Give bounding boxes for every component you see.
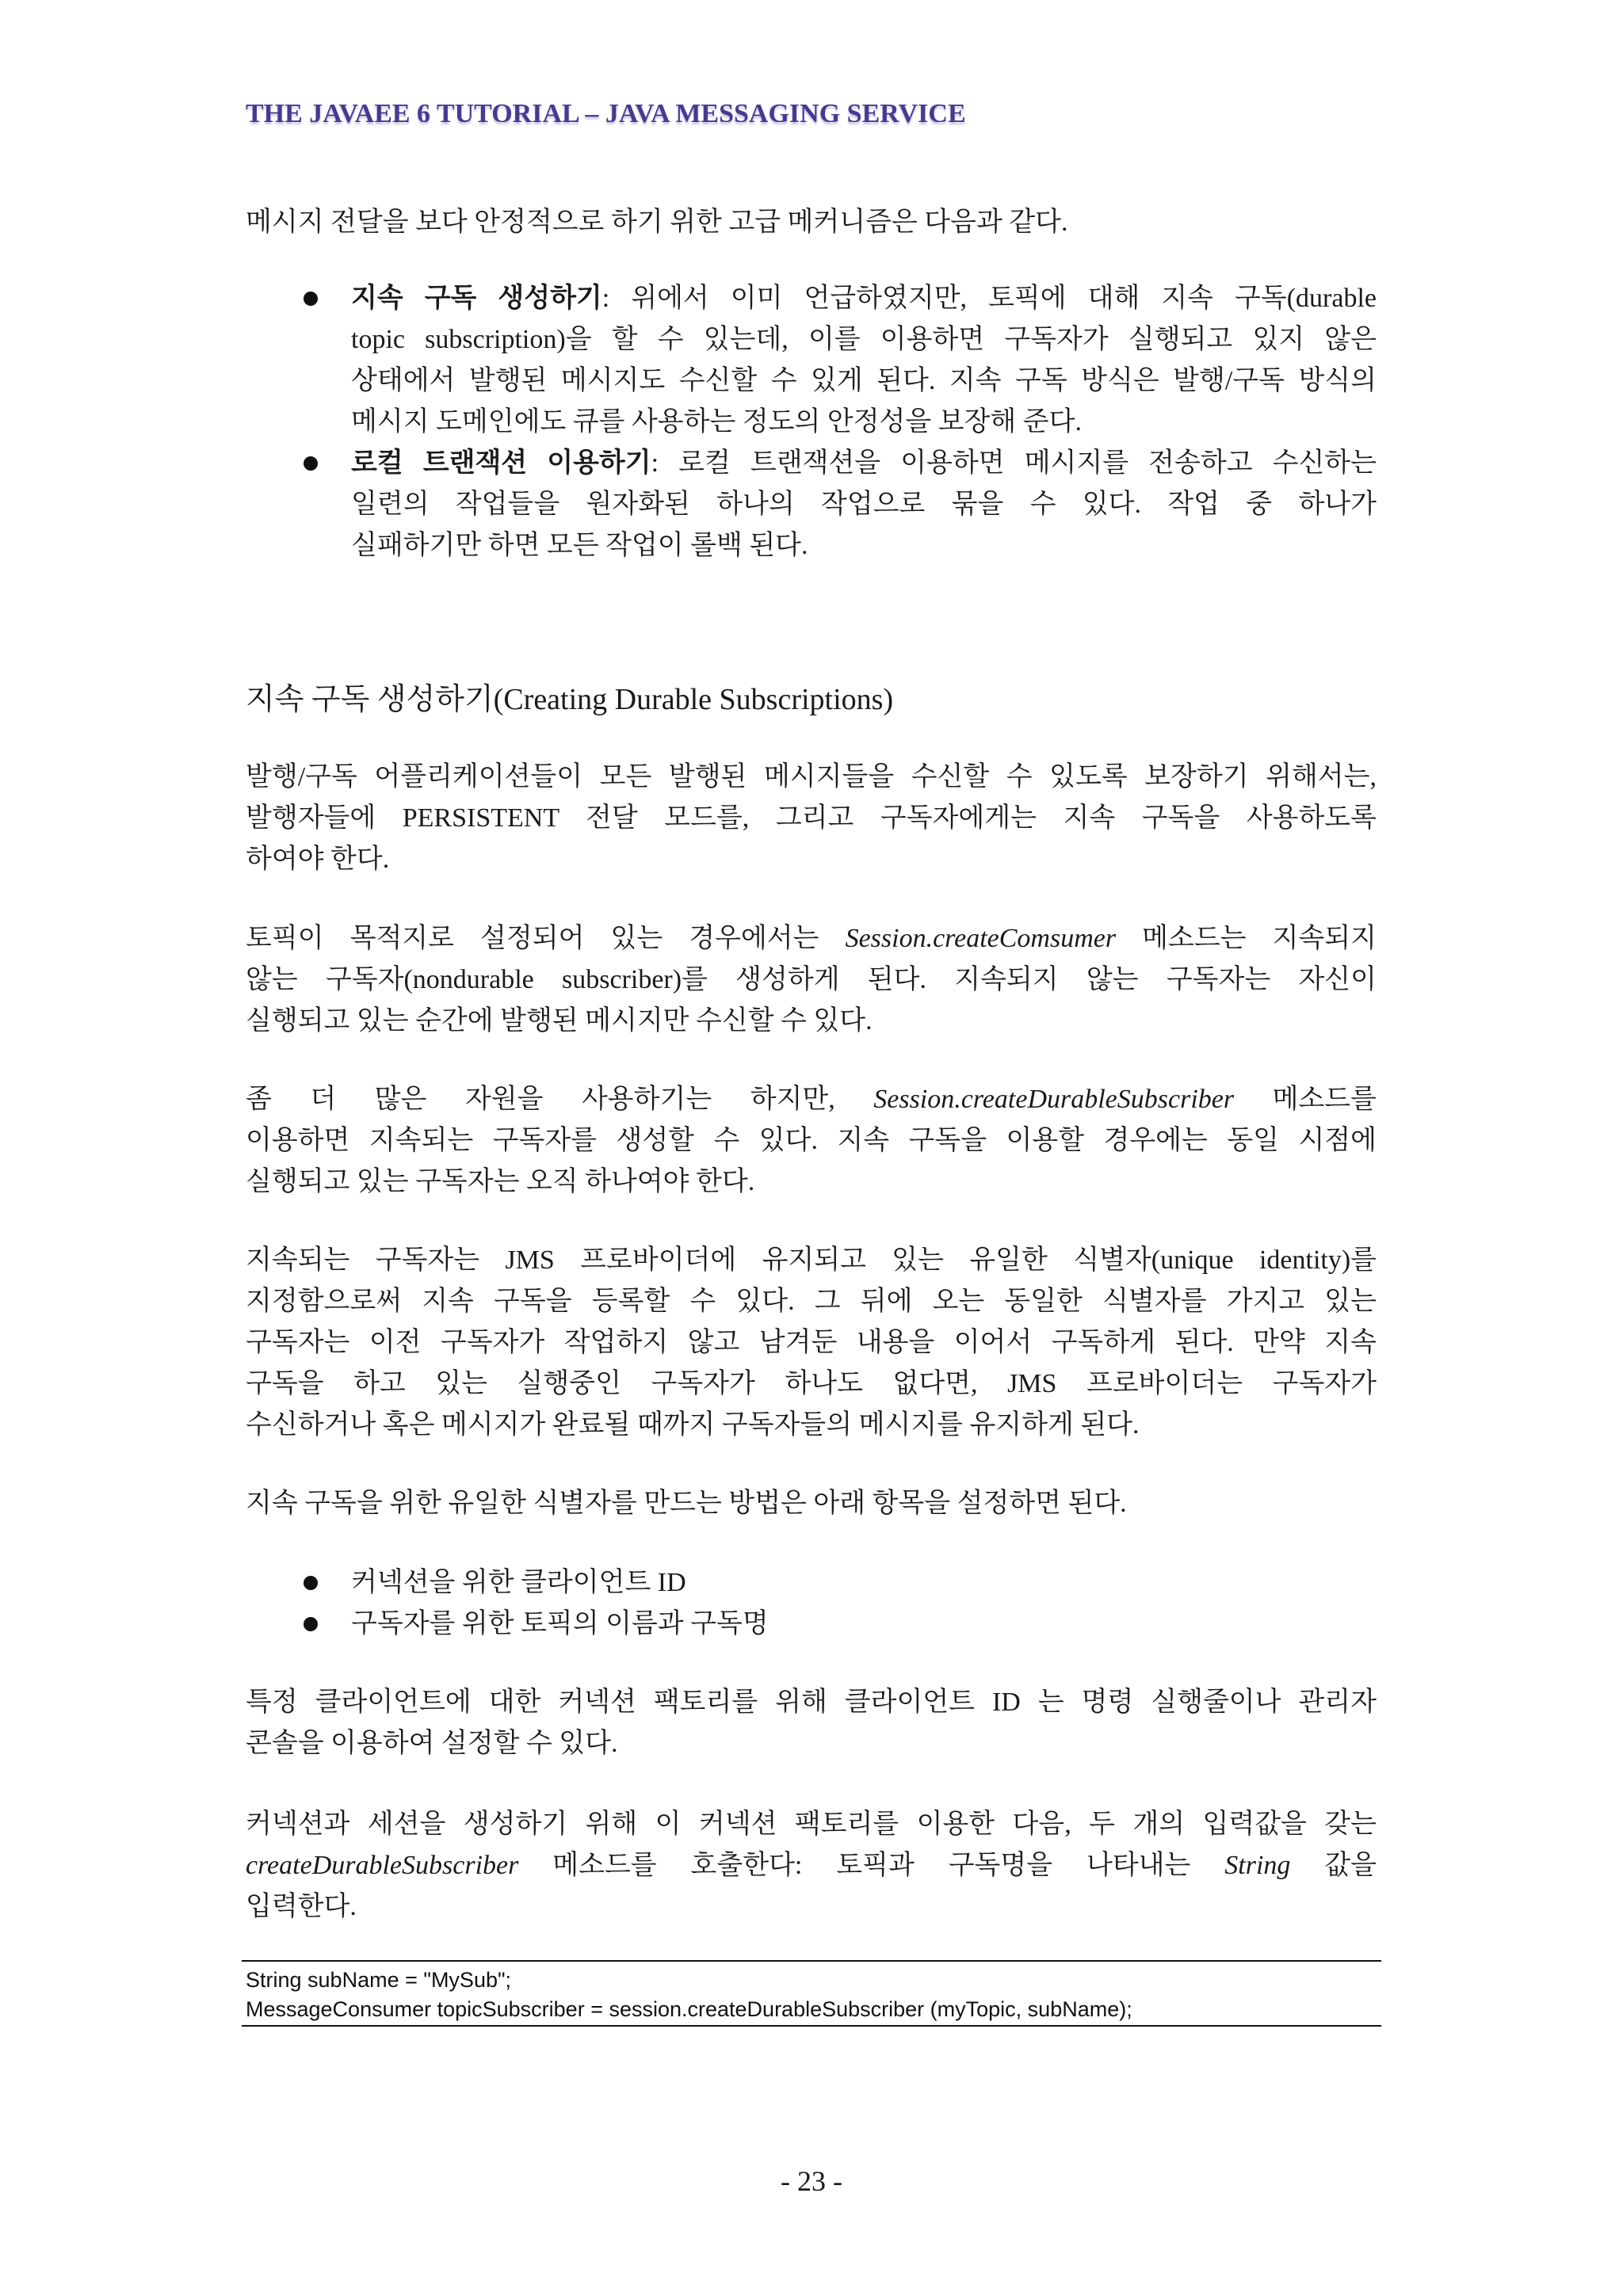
paragraph-line: 콘솔을 이용하여 설정할 수 있다.	[246, 1729, 618, 1758]
paragraph-line: 지속 구독을 위한 유일한 식별자를 만드는 방법은 아래 항목을 설정하면 된다.	[246, 1489, 1127, 1518]
list-item	[351, 1562, 1377, 1604]
paragraph-line: topic subscription)을 할 수 있는데, 이를 이용하면 구독자가 실행되고 있지 않은	[351, 325, 1377, 354]
list-item	[351, 278, 1377, 443]
running-header: THE JAVAEE 6 TUTORIAL – JAVA MESSAGING SERVICE	[246, 99, 966, 128]
page-number: - 23 -	[781, 2165, 842, 2197]
bullet-icon	[304, 292, 318, 306]
bullet-icon	[304, 456, 318, 471]
paragraph-line: 실행되고 있는 순간에 발행된 메시지만 수신할 수 있다.	[246, 1006, 873, 1035]
paragraph	[246, 1483, 1377, 1524]
paragraph	[246, 1079, 1377, 1203]
code-line: MessageConsumer topicSubscriber = session.createDurableSubscriber (myTopic, subName);	[246, 1997, 1132, 2021]
section-heading: 지속 구독 생성하기(Creating Durable Subscriptions)	[246, 683, 894, 716]
bullet-icon	[304, 1617, 318, 1631]
paragraph-line: 않는 구독자(nondurable subscriber)를 생성하게 된다. 지속되지 않는 구독자는 자신이	[246, 965, 1377, 994]
paragraph-line: 메시지 도메인에도 큐를 사용하는 정도의 안정성을 보장해 준다.	[351, 407, 1082, 437]
paragraph	[246, 1240, 1377, 1446]
paragraph-line: 이용하면 지속되는 구독자를 생성할 수 있다. 지속 구독을 이용할 경우에는 동일 시점에	[246, 1126, 1377, 1155]
list-item	[351, 443, 1377, 566]
paragraph-line	[351, 278, 1377, 319]
paragraph	[246, 1682, 1377, 1764]
code-block	[242, 1960, 1381, 2027]
paragraph	[246, 757, 1377, 880]
paragraph-line	[246, 918, 1377, 959]
paragraph-line: 구독을 하고 있는 실행중인 구독자가 하나도 없다면, JMS 프로바이더는 구독자가	[246, 1369, 1377, 1398]
identifier-list	[351, 1562, 1377, 1645]
intro-paragraph	[246, 202, 1377, 243]
list-item-text: 커넥션을 위한 클라이언트 ID	[351, 1568, 686, 1597]
paragraph	[246, 918, 1377, 1042]
paragraph-line: 입력한다.	[246, 1892, 357, 1921]
paragraph-line: 일련의 작업들을 원자화된 하나의 작업으로 묶을 수 있다. 작업 중 하나가	[351, 490, 1377, 519]
bullet-term: 로컬 트랜잭션 이용하기	[351, 448, 651, 478]
paragraph-line: 지정함으로써 지속 구독을 등록할 수 있다. 그 뒤에 오는 동일한 식별자를 가지고 있는	[246, 1287, 1377, 1316]
paragraph-line: 메시지 전달을 보다 안정적으로 하기 위한 고급 메커니즘은 다음과 같다.	[246, 208, 1068, 237]
code-line: String subName = "MySub";	[246, 1968, 512, 1992]
method-name: Session.createDurableSubscriber	[873, 1085, 1235, 1114]
paragraph-line: 구독자는 이전 구독자가 작업하지 않고 남겨둔 내용을 이어서 구독하게 된다. 만약 지속	[246, 1328, 1377, 1357]
paragraph-line: 발행/구독 어플리케이션들이 모든 발행된 메시지들을 수신할 수 있도록 보장하기 위해서는,	[246, 762, 1377, 791]
paragraph-line: 실행되고 있는 구독자는 오직 하나여야 한다.	[246, 1167, 755, 1196]
method-name: Session.createComsumer	[845, 924, 1117, 953]
paragraph-line: 지속되는 구독자는 JMS 프로바이더에 유지되고 있는 유일한 식별자(unique identity)를	[246, 1245, 1377, 1275]
list-item-text: 구독자를 위한 토픽의 이름과 구독명	[351, 1609, 769, 1638]
paragraph-line: 특정 클라이언트에 대한 커넥션 팩토리를 위해 클라이언트 ID 는 명령 실행줄이나 관리자	[246, 1688, 1377, 1717]
method-name: createDurableSubscriber	[246, 1851, 519, 1880]
text-run: 좀 더 많은 자원을 사용하기는 하지만,	[246, 1085, 874, 1114]
text-run: 메소드는 지속되지	[1116, 924, 1377, 953]
text-run: 값을	[1290, 1851, 1377, 1880]
text-run: 토픽이 목적지로 설정되어 있는 경우에서는	[246, 924, 846, 953]
paragraph-line: 커넥션과 세션을 생성하기 위해 이 커넥션 팩토리를 이용한 다음, 두 개의 입력값을 갖는	[246, 1810, 1377, 1839]
bullet-text: : 위에서 이미 언급하였지만, 토픽에 대해 지속 구독(durable	[601, 284, 1377, 313]
paragraph-line: 발행자들에 PERSISTENT 전달 모드를, 그리고 구독자에게는 지속 구독을 사용하도록	[246, 803, 1377, 833]
paragraph-line: 실패하기만 하면 모든 작업이 롤백 된다.	[351, 531, 808, 560]
paragraph-line	[351, 443, 1377, 484]
paragraph-line	[246, 1079, 1377, 1120]
paragraph-line	[246, 1845, 1377, 1886]
mechanism-list	[351, 278, 1377, 566]
bullet-text: : 로컬 트랜잭션을 이용하면 메시지를 전송하고 수신하는	[651, 448, 1377, 478]
list-item	[351, 1604, 1377, 1645]
paragraph-line: 수신하거나 혹은 메시지가 완료될 때까지 구독자들의 메시지를 유지하게 된다.	[246, 1410, 1140, 1440]
paragraph	[246, 1804, 1377, 1928]
paragraph-line: 상태에서 발행된 메시지도 수신할 수 있게 된다. 지속 구독 방식은 발행/구독 방식의	[351, 366, 1377, 395]
text-run: 메소드를	[1234, 1085, 1377, 1114]
paragraph-line: 하여야 한다.	[246, 845, 390, 874]
bullet-term: 지속 구독 생성하기	[351, 284, 602, 313]
text-run: 메소드를 호출한다: 토픽과 구독명을 나타내는	[518, 1851, 1225, 1880]
bullet-icon	[304, 1576, 318, 1590]
type-name: String	[1224, 1851, 1291, 1880]
